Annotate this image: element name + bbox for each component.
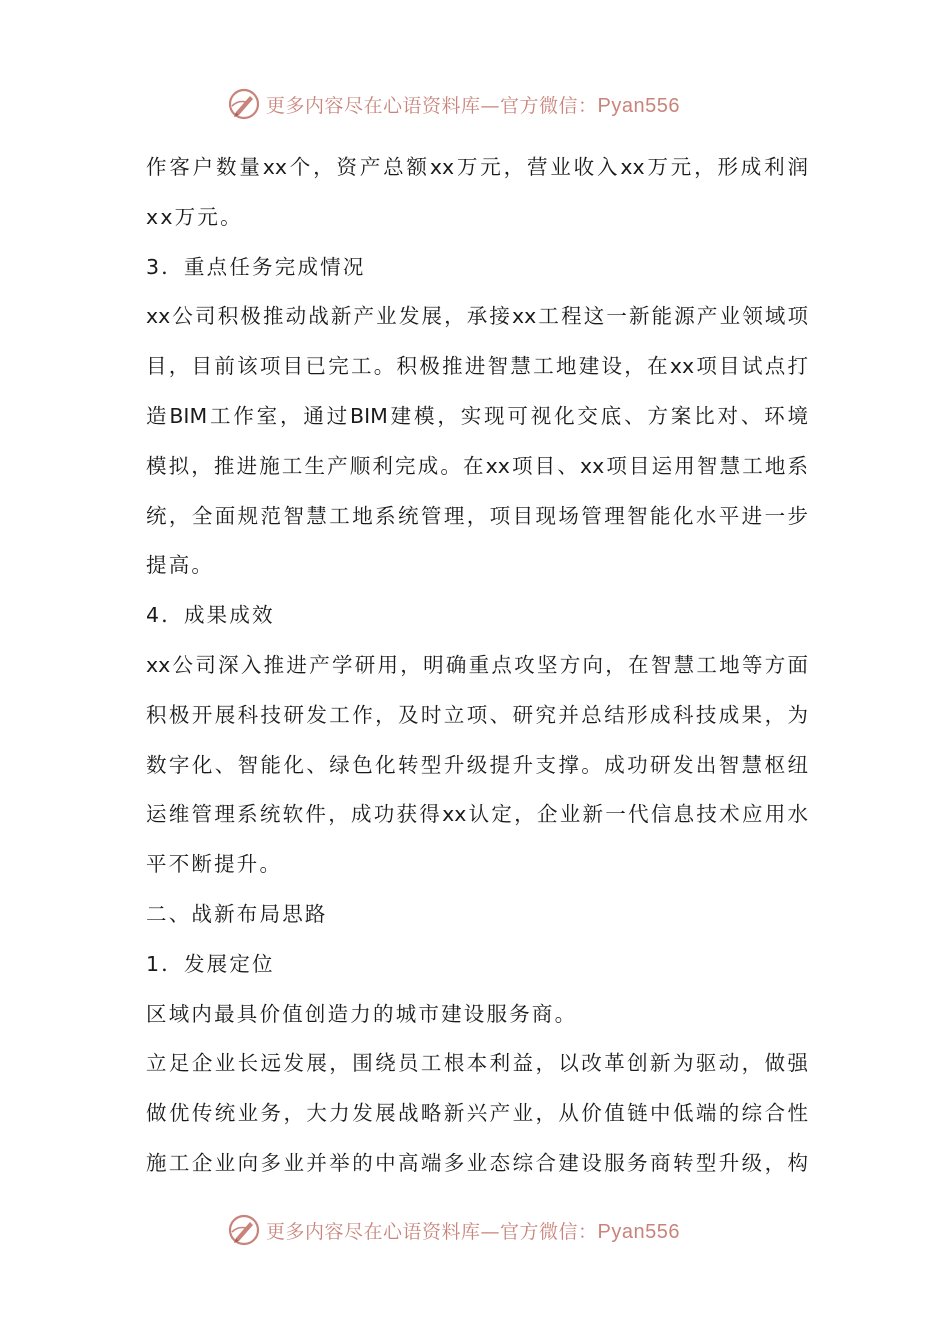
document-body	[146, 143, 808, 1189]
body-line: 区域内最具价值创造力的城市建设服务商。	[146, 1001, 578, 1026]
body-line: 数字化、智能化、绿色化转型升级提升支撑。成功研发出智慧枢纽	[146, 752, 808, 777]
watermark-text: 更多内容尽在心语资料库—官方微信：Pyan556	[266, 1220, 680, 1243]
pen-logo-icon	[226, 1212, 262, 1248]
body-line: xx万元。	[146, 204, 243, 229]
body-line: 施工企业向多业并举的中高端多业态综合建设服务商转型升级，构	[146, 1150, 808, 1175]
body-line: 造BIM工作室，通过BIM建模，实现可视化交底、方案比对、环境	[146, 403, 808, 428]
header-watermark	[226, 84, 680, 124]
body-line: 作客户数量xx个，资产总额xx万元，营业收入xx万元，形成利润	[146, 155, 808, 179]
body-line: 运维管理系统软件，成功获得xx认定，企业新一代信息技术应用水	[146, 802, 808, 827]
body-line: 模拟，推进施工生产顺利完成。在xx项目、xx项目运用智慧工地系	[146, 453, 808, 478]
body-line: 平不断提升。	[146, 852, 283, 877]
section-heading: 1．发展定位	[146, 951, 275, 976]
body-line: 提高。	[146, 553, 215, 578]
footer-watermark	[226, 1210, 680, 1250]
body-line: 统，全面规范智慧工地系统管理，项目现场管理智能化水平进一步	[146, 503, 808, 528]
pen-logo-icon	[226, 86, 262, 122]
chapter-heading: 二、战新布局思路	[146, 901, 328, 926]
body-line: 目，目前该项目已完工。积极推进智慧工地建设，在xx项目试点打	[146, 354, 808, 379]
section-heading: 3．重点任务完成情况	[146, 254, 366, 279]
watermark-text: 更多内容尽在心语资料库—官方微信：Pyan556	[266, 94, 680, 117]
body-line: xx公司深入推进产学研用，明确重点攻坚方向，在智慧工地等方面	[146, 652, 808, 677]
body-line: 做优传统业务，大力发展战略新兴产业，从价值链中低端的综合性	[146, 1101, 808, 1126]
body-line: xx公司积极推动战新产业发展，承接xx工程这一新能源产业领域项	[146, 304, 808, 329]
section-heading: 4．成果成效	[146, 603, 275, 628]
body-line: 立足企业长远发展，围绕员工根本利益，以改革创新为驱动，做强	[146, 1051, 808, 1076]
body-line: 积极开展科技研发工作，及时立项、研究并总结形成科技成果，为	[146, 702, 808, 727]
